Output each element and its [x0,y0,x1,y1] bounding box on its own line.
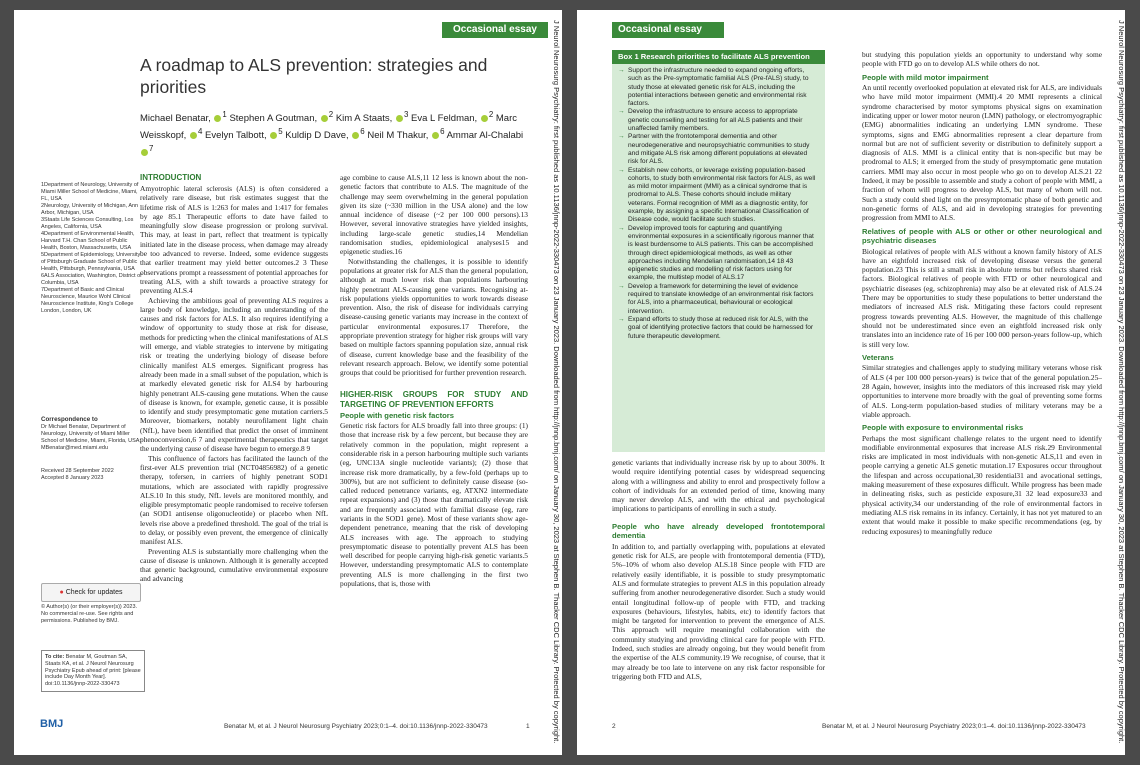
orcid-icon[interactable] [432,132,439,139]
relatives-heading: Relatives of people with ALS or other or other neurological and psychiatric diseases [862,226,1102,246]
side-margin-text: J Neurol Neurosurg Psychiatry: first published as 10.1136/jnnp-2022-330473 on 23 January 2023. Downloaded from http://jnnp.bmj.com/ on January 30, 2023 at Stephen B. Thacker CDC Library. Protected by copyright. [552,20,561,744]
page-footer: Benatar M, et al. J Neurol Neurosurg Psychiatry 2023;0:1–4. doi:10.1136/jnnp-2022-330473 [822,723,1086,730]
paragraph: age combine to cause ALS,11 12 less is known about the non-genetic factors that contribute to ALS. The magnitude of the challenge may seem overwhelming in the general population given its size (~330 million in the USA alone) and the low annual incidence of disease (~2 per 100 000 persons).13 However, several innovative strategies have yielded insights, including large-scale genetic studies,14 Mendelian randomisation studies, epidemiological analyses15 and epigenetic studies.16 [340,173,528,257]
paragraph: Notwithstanding the challenges, it is possible to identify populations at greater risk for ALS than the general population, although at much lower risk than populations harbouring highly penetrant ALS-causing gene variants. Recognising at-risk populations yields opportunities to work towards disease prevention. Also, the risk of disease for individuals carrying disease-causing genetic variants may increase in the context of particular environmental exposures.17 Therefore, the appropriate prevention strategy for higher risk groups will vary based on multiple factors spanning population size, annual risk of disease, current knowledge base and the feasibility of the relevant research approach. Below, we identify some potential groups that could be prioritised for further prevention research. [340,256,528,378]
column-b [862,50,1102,716]
paragraph: Amyotrophic lateral sclerosis (ALS) is often considered a relatively rare disease, but risk estimates suggest that the lifetime risk of ALS is 1:263 for males and 1:417 for females by age 85.1 Therapeutic efforts to date have failed to meaningfully slow disease progression or prolong survival. This may, at least in part, reflect that treatment is typically initiated late in the disease process, when damage may already be too advanced to reverse. Indeed, some evidence suggests that earlier treatment may yield better outcomes.2 3 These observations prompt a reassessment of potential approaches for treating ALS, with a shift towards a proactive strategy for preventing ALS.4 [140,184,328,296]
column-a [612,458,825,716]
section-label: Occasional essay [612,22,724,38]
paragraph: genetic variants that individually increase risk by up to about 300%. It would require identifying potential cases by widespread sequencing along with a willingness and ability to enrol and prospectively follow a cohort of individuals for an extended period of time, knowing many may never develop ALS, and with the ethical and psychological implications to participants of enrolling in such a study. [612,458,825,514]
paragraph: This confluence of factors has facilitated the launch of the first-ever ALS prevention trial (NCT04856982) of a genetic therapy, tofersen, in carriers of highly penetrant SOD1 mutations, which are associated with rapidly progressive ALS.10 In this study, NfL levels are monitored monthly, and eligible presymptomatic people randomised to receive tofersen (an SOD1 antisense oligonucleotide) or placebo when NfL levels rise above a predefined threshold. The goal of the trial is to delay, or possibly even prevent, the emergence of clinically manifest ALS. [140,453,328,547]
box-title: Box 1 Research priorities to facilitate ALS prevention [612,50,825,64]
received-dates: Received 28 September 2022 Accepted 8 January 2023 [41,468,114,481]
column-2 [340,173,528,713]
page-2 [577,10,1125,755]
cite-box: To cite: Benatar M, Goutman SA, Staats KA, et al. J Neurol Neurosurg Psychiatry Epub ahead of print: [please include Day Month Year]. doi:10.1136/jnnp-2022-330473 [41,650,145,692]
orcid-icon[interactable] [214,115,221,122]
paragraph: Similar strategies and challenges apply to studying military veterans whose risk of ALS (4 per 100 000 person-years) is twice that of the general population.25–28 Again, however, insights into the mediators of this increased risk may yield opportunities to intervene more broadly with the goal of preventing some forms of ALS. Long-term population-based studies of military veterans may be a viable approach. [862,363,1102,419]
section-label: Occasional essay [442,22,548,38]
box-item: → Support the infrastructure needed to expand ongoing efforts, such as the Pre-symptomatic familial ALS (Pre-fALS) study, to study those at elevated genetic risk for ALS, including the potential interactions between genetic and environmental risk factors. [618,67,819,108]
paragraph: In addition to, and partially overlapping with, populations at elevated genetic risk for ALS, are people with frontotemporal dementia (FTD), 5%–10% of whom also develop ALS.18 Since people with FTD are relatively easily identifiable, it is possible to study presymptomatic ALS and formulate strategies to prevent ALS in this population already suffering from another neurodegenerative disorder. Such a study would entail longitudinal follow-up of people with FTD, and tracking exposures (behaviours, lifestyles, habits, etc) to identify factors that might be targeted for intervention to prevent the emergence of ALS. This approach will require meaningful collaboration with the community studying and providing clinical care for people with FTD. Indeed, such studies are already ongoing, but they would benefit from the expertise of the ALS community.19 We recognise, of course, that it may already be too late to intervene on any risk factor responsible for triggering both FTD and ALS, [612,541,825,681]
page-footer: Benatar M, et al. J Neurol Neurosurg Psychiatry 2023;0:1–4. doi:10.1136/jnnp-2022-330473 [224,723,488,730]
column-1 [140,173,328,713]
page-number: 1 [526,723,530,730]
check-for-updates-button[interactable]: ● Check for updates [41,583,141,602]
mmi-heading: People with mild motor impairment [862,72,989,82]
paragraph: but studying this population yields an opportunity to understand why some people with FTD go on to develop ALS while others do not. [862,50,1102,69]
correspondence-heading: Correspondence to [41,416,98,423]
paragraph: Biological relatives of people with ALS without a known family history of ALS have an eightfold increased risk of developing disease versus the general population.23 This is still a small risk in absolute terms but reflects shared risk factors. Biological relatives of people with FTD or other neurological and psychiatric diseases (eg, schizophrenia) may also be at elevated risk of ALS.24 There may be opportunities to study these populations to better understand the mediators of increased ALS risk. Mitigating these factors could represent progress towards preventing ALS. However, the magnitude of this challenge should not be underestimated since even an eightfold increased risk only translates into an incidence rate of 16 per 100 000 person-years follow-up, which is still very low. [862,246,1102,349]
box-item: → Partner with the frontotemporal dementia and other neurodegenerative and neuropsychiatric communities to study and mitigate ALS risk among different populations at elevated risk for ALS. [618,133,819,166]
copyright-notice: © Author(s) (or their employer(s)) 2023. No commercial re-use. See rights and permissions. Published by BMJ. [41,604,138,624]
orcid-icon[interactable] [352,132,359,139]
genetic-heading: People with genetic risk factors [340,410,454,420]
box-item: → Expand efforts to study those at reduced risk for ALS, with the goal of identifying protective factors that could be harnessed for future therapeutic development. [618,316,819,341]
environment-heading: People with exposure to environmental risks [862,423,1024,433]
orcid-icon[interactable] [481,115,488,122]
orcid-icon[interactable] [141,149,148,156]
correspondence-text: Dr Michael Benatar, Department of Neurology, University of Miami Miller School of Medicine, Miami, Florida, USA; MBenatar@med.miami.edu [41,424,141,451]
side-margin-text: J Neurol Neurosurg Psychiatry: first published as 10.1136/jnnp-2022-330473 on 23 January 2023. Downloaded from http://jnnp.bmj.com/ on January 30, 2023 at Stephen B. Thacker CDC Library. Protected by copyright. [1117,20,1126,744]
paragraph: Preventing ALS is substantially more challenging when the cause of disease is unknown. Although it is generally accepted that genetic background, cumulative environmental exposure and advancing [140,546,328,584]
orcid-icon[interactable] [321,115,328,122]
veterans-heading: Veterans [862,352,894,362]
ftd-heading: People who have already developed frontotemporal dementia [612,521,825,541]
research-priorities-box [612,50,825,452]
page-number: 2 [612,723,616,730]
affiliation: 3Staats Life Sciences Consulting, Los Angeles, California, USA [41,217,134,230]
affiliation: 4Department of Environmental Health, Harvard T.H. Chan School of Public Health, Boston, Massachusetts, USA [41,231,135,251]
orcid-icon[interactable] [396,115,403,122]
box-item: → Develop a framework for determining the level of evidence required to translate knowledge of an environmental risk factors for ALS, into a pharmaceutical, behavioural or ecological intervention. [618,283,819,316]
paragraph: Genetic risk factors for ALS broadly fall into three groups: (1) those that increase risk by a few percent, but because they are relatively common in the population, might represent a considerable risk in a person harbouring multiple such variants (eg, UNC13A single nucleotide variants); (2) those that increase risk more dramatically, by a few-fold (perhaps up to 300%), but are not sufficient to definitely cause disease (so-called reduced penetrance variants, eg, ATXN2 intermediate repeat expansions) and (3) those that dramatically elevate risk and are frequently associated with familial disease (eg, rare variants in the SOD1 gene). Most of these variants show age-dependent penetrance, meaning that the risk of developing ALS increases with age. The approach to studying presymptomatic disease to potentially prevent ALS has been well described for people carrying high-risk genetic variants.5 However, understanding presymptomatic ALS to contemplate preventing ALS is more challenging in the first two populations, that is, those with [340,421,528,589]
affiliation: 5Department of Epidemiology, University of Pittsburgh Graduate School of Public Health, Pittsburgh, Pennsylvania, USA [41,252,141,272]
orcid-icon[interactable] [270,132,277,139]
box-item: → Develop the infrastructure to ensure access to appropriate genetic counselling and testing for all ALS patients and their unaffected family members. [618,108,819,133]
page-1 [14,10,562,755]
article-title: A roadmap to ALS prevention: strategies and priorities [140,55,488,97]
affiliation: 1Department of Neurology, University of Miami Miller School of Medicine, Miami, FL, USA [41,182,139,202]
bmj-logo: BMJ [40,718,64,730]
correspondence [41,416,143,452]
orcid-icon[interactable] [190,132,197,139]
author-list: Michael Benatar, $^1$ Stephen A Goutman, $^2$ Kim A Staats, $^3$ Eva L Feldman, $^2$ Marc Weisskopf, $^4$ Evelyn Talbott, $^5$ Kuldip D Dave, $^6$ Neil M Thakur, $^6$ Ammar Al-Chalabi $^7$ [140,108,530,159]
higher-risk-heading: HIGHER-RISK GROUPS FOR STUDY AND TARGETING OF PREVENTION EFFORTS [340,389,528,409]
paragraph: Achieving the ambitious goal of preventing ALS requires a large body of knowledge, including an understanding of the causes and risk factors for ALS. It also requires identifying a window of opportunity to study those at risk for disease, methods for predicting when the clinical manifestations of ALS will emerge, and viable strategies to intervene by mitigating risk or treating the underlying biology of disease before clinically manifest ALS emerges. Significant progress has already been made in a small subset of the population, which is at markedly elevated genetic risk for ALS4 by harbouring highly penetrant ALS-causing gene mutations. When the cause of disease is known, for example, genetic cause, it is possible to identify and study presymptomatic gene mutation carriers.5 Moreover, biomarkers, notably neurofilament light chain (NfL), have been identified that predict the onset of imminent phenoconversion,6 7 and experimental therapeutics that target the underlying cause of disease have begun to emerge.8 9 [140,295,329,454]
affiliations [41,182,143,315]
paragraph: An until recently overlooked population at elevated risk for ALS, are individuals who have mild motor impairment (MMI).4 20 MMI represents a clinical syndrome characterised by motor symptoms physical signs on examination indicating upper or lower motor neuron (LMN) pathology, or electromyographic (EMG) abnormalities indicating an underlying LMN syndrome. These symptoms, signs and EMG abnormalities represent a clear departure from normal but are not of sufficient severity or distribution to definitely support a diagnosis of ALS. MMI is a clinical entity that is non-specific but may be prodromal to ALS; it emerged from the study of presymptomatic gene mutation carriers. MMI may also occur in most people who go on to develop ALS.21 22 Indeed, it may be possible to assemble and study a cohort of people with MMI, a fraction of whom will progress to develop ALS, but many of whom will not. Such a study could shed light on the presymptomatic phase of both genetic and non-genetic forms of ALS, and aid in developing strategies for preventing progression from MMI to ALS. [862,83,1102,223]
affiliation: 6ALS Association, Washington, District of Columbia, USA [41,273,142,286]
affiliation: 2Neurology, University of Michigan, Ann Arbor, Michigan, USA [41,203,139,216]
box-item: → Establish new cohorts, or leverage existing population-based cohorts, to study both environmental risk factors for ALS, as well as mild motor impairment (MMI) as a clinical syndrome that is prodromal to ALS. These cohorts should include military veterans. Formal recognition of MMI as a diagnostic entity, for example, by assigning a specific International Classification of Disease code, would facilitate such studies. [618,167,819,225]
affiliation: 7Department of Basic and Clinical Neuroscience, Maurice Wohl Clinical Neuroscience Institute, King's College London, London, UK [41,287,134,314]
paragraph: Perhaps the most significant challenge relates to the urgent need to identify modifiable environmental exposures that increase ALS risk.29 Environmental risks are implicated in most individuals with non-genetic ALS,11 and even in people carrying a genetic ALS genetic mutation.17 Exposures occur throughout the lifespan and across occupational,30 residential31 and avocational settings, making measurement of these exposures difficult. While progress has been made in delineating risks, such as pesticide exposure,31 32 lead exposure33 and physical activity,34 our understanding of the role of environmental factors in mediating ALS risk remains in its infancy. Certainly, it has not yet matured to an extent that would make it possible to make specific recommendations (eg, by reducing exposures) to meaningfully reduce [862,433,1102,536]
intro-heading: INTRODUCTION [140,173,202,182]
box-item: → Develop improved tools for capturing and quantifying environmental exposures in a scientifically rigorous manner that is least burdensome to ALS patients. This can be accomplished through direct epidemiological methods, as well as other approaches including Mendelian randomisation,14 18 43 epigenetic studies and modelling of risk factors using for example, the multistep model of ALS.17 [618,225,819,283]
